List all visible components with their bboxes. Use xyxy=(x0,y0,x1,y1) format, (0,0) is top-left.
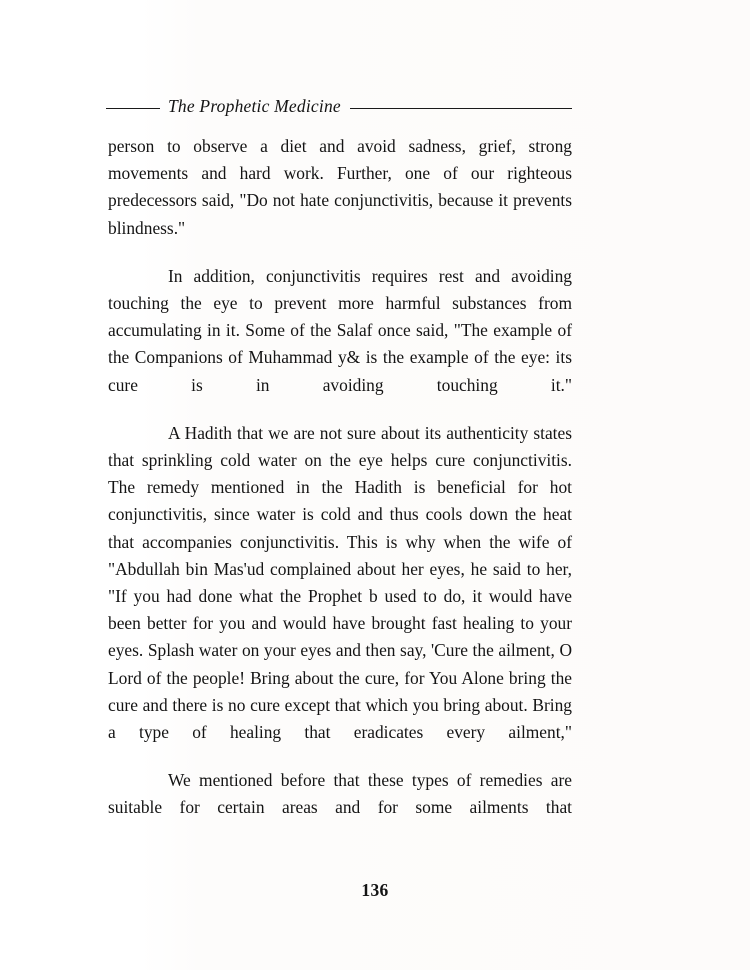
running-head-title: The Prophetic Medicine xyxy=(168,96,341,117)
page-number: 136 xyxy=(361,880,389,900)
paragraph-4: We mentioned before that these types of remedies are suitable for certain areas and for some ailments that xyxy=(108,770,572,818)
paragraph-3: A Hadith that we are not sure about its authenticity states that sprinkling cold water on the eye helps cure conjunctivitis. The remedy mentioned in the Hadith is beneficial for hot conjunctivitis, since water is cold and thus cools down the heat that accompanies conjunctivitis. This is why when the wife of "Abdullah bin Mas'ud complained about her eyes, he said to her, "If you had done what the Prophet b used to do, it would have been better for you and would have brought fast healing to your eyes. Splash water on your eyes and then say, 'Cure the ailment, O Lord of the people! Bring about the cure, for You Alone bring the cure and there is no cure except that which you bring about. Bring a type of healing that eradicates every ailment," xyxy=(108,422,572,743)
paragraph-1: person to observe a diet and avoid sadness, grief, strong movements and hard work. Further, one of our righteous predecessors said, "Do not hate conjunctivitis, because it prevents blindness." xyxy=(108,136,572,238)
header-rule-left xyxy=(106,108,160,109)
header-rule-right xyxy=(350,108,572,109)
paragraph-2: In addition, conjunctivitis requires rest and avoiding touching the eye to prevent more harmful substances from accumulating in it. Some of the Salaf once said, "The example of the Companions of Muhammad y& is the example of the eye: its cure is in avoiding touching it." xyxy=(108,265,572,395)
running-header xyxy=(106,96,572,120)
body-text-block xyxy=(108,133,572,822)
